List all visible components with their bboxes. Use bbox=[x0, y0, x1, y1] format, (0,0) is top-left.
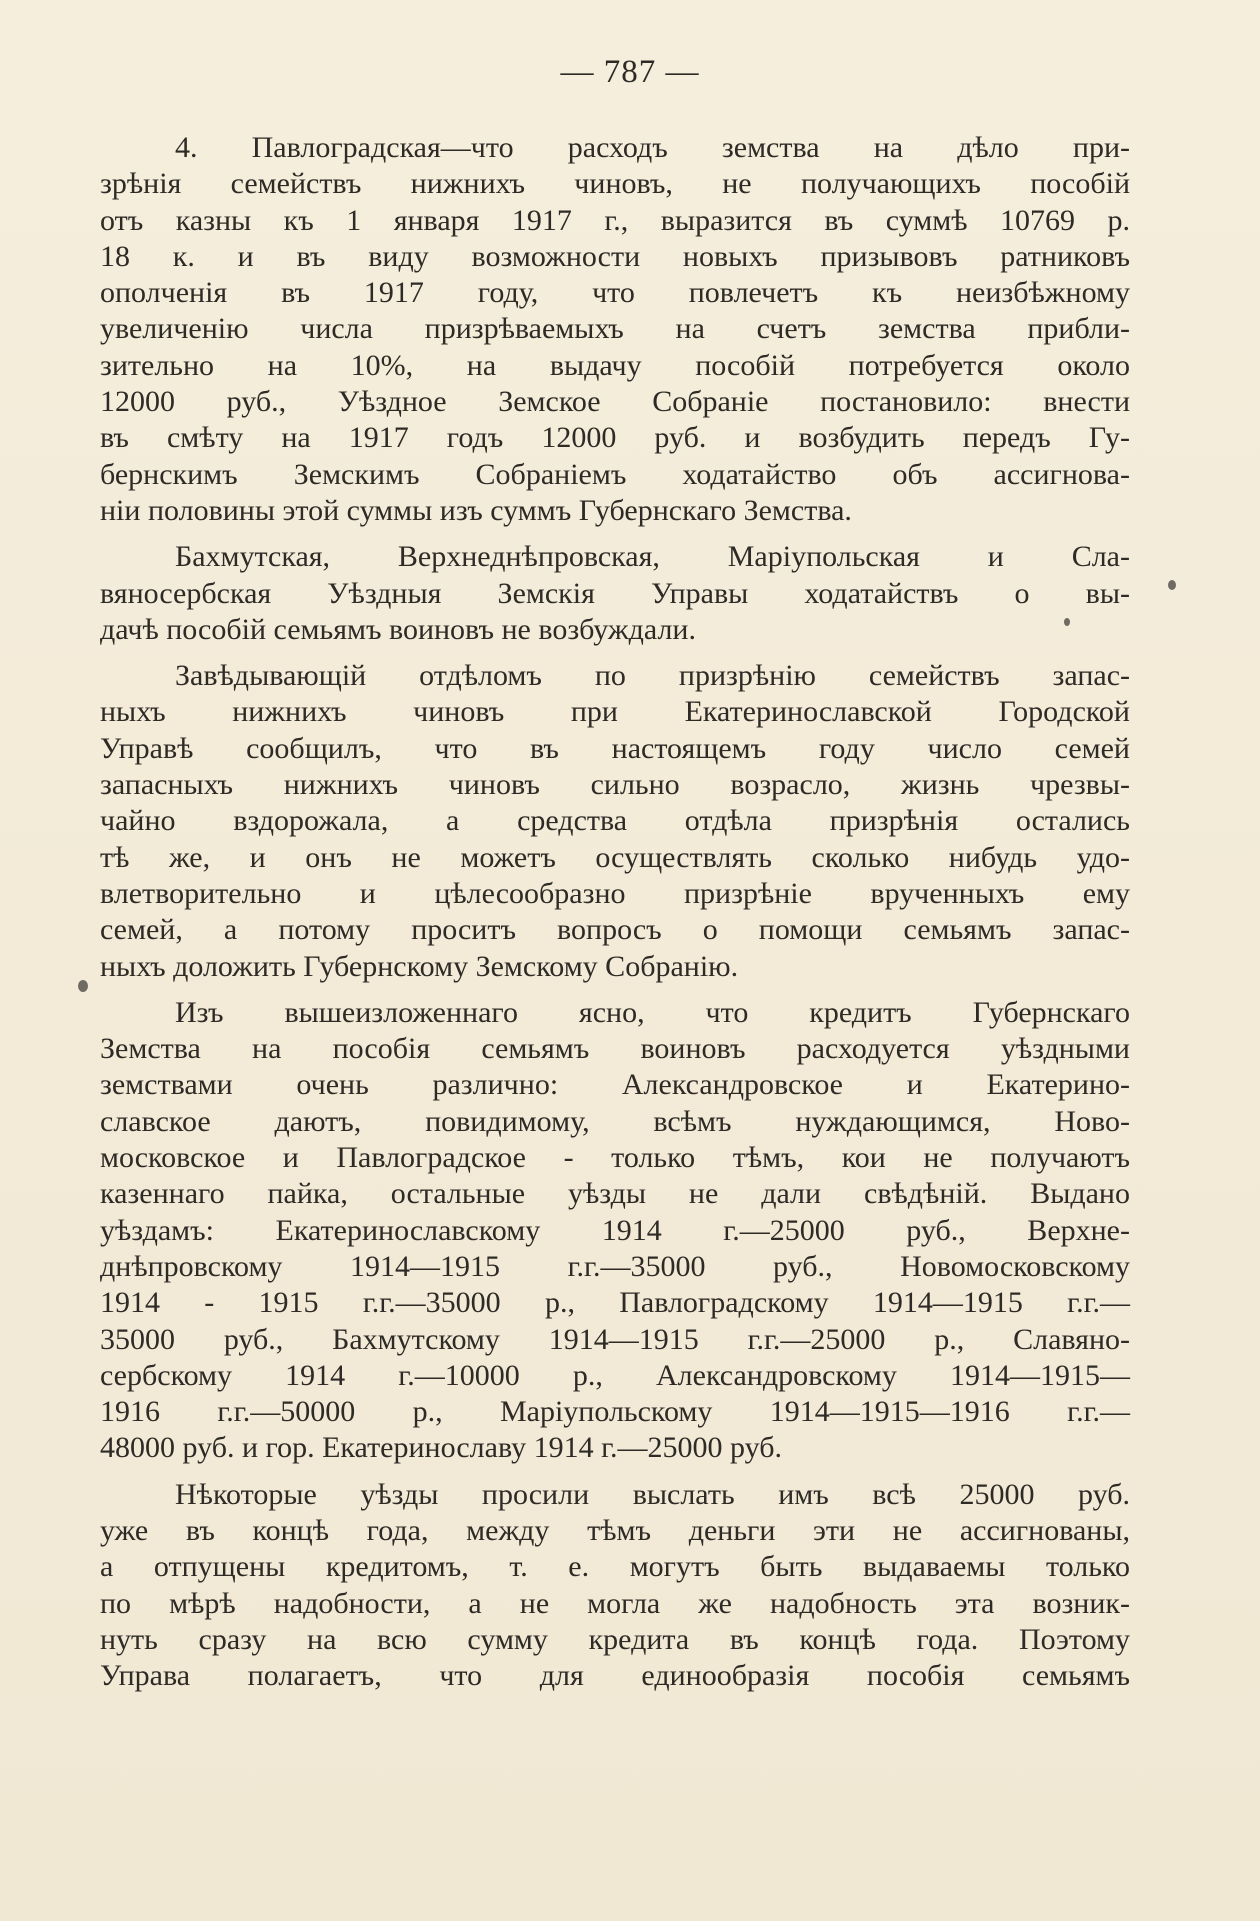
paragraph-uezdy-request bbox=[100, 1477, 1130, 1695]
text-line: чайно вздорожала, а средства отдѣла призрѣнія остались bbox=[100, 804, 1130, 838]
paragraph-other-uprava bbox=[100, 539, 1130, 648]
ink-smudge bbox=[1168, 580, 1176, 590]
text-line: ныхъ нижнихъ чиновъ при Екатеринославской Городской bbox=[100, 695, 1130, 729]
text-line: дачѣ пособій семьямъ воиновъ не возбуждали. bbox=[100, 612, 696, 646]
text-line: 1914 - 1915 г.г.—35000 р., Павлоградскому 1914—1915 г.г.— bbox=[100, 1286, 1130, 1320]
text-line: 18 к. и въ виду возможности новыхъ призывовъ ратниковъ bbox=[100, 239, 1130, 273]
text-line: 35000 руб., Бахмутскому 1914—1915 г.г.—25000 р., Славяно- bbox=[100, 1322, 1130, 1356]
text-line: уѣздамъ: Екатеринославскому 1914 г.—25000 руб., Верхне- bbox=[100, 1213, 1130, 1247]
text-line: Управѣ сообщилъ, что въ настоящемъ году число семей bbox=[100, 731, 1130, 765]
text-line: семей, а потому проситъ вопросъ о помощи семьямъ запас- bbox=[100, 913, 1130, 947]
text-line: вяносербская Уѣздныя Земскія Управы ходатайствъ о вы- bbox=[100, 576, 1130, 610]
paragraph-credit-summary bbox=[100, 995, 1130, 1467]
text-line: Управа полагаетъ, что для единообразія пособія семьямъ bbox=[100, 1659, 1130, 1693]
text-line: увеличенію числа призрѣваемыхъ на счетъ земства прибли- bbox=[100, 312, 1130, 346]
text-line: Бахмутская, Верхнеднѣпровская, Маріупольская и Сла- bbox=[175, 540, 1130, 574]
text-line: бернскимъ Земскимъ Собраніемъ ходатайство объ ассигнова- bbox=[100, 457, 1130, 491]
text-line: а отпущены кредитомъ, т. е. могутъ быть выдаваемы только bbox=[100, 1550, 1130, 1584]
text-line: сербскому 1914 г.—10000 р., Александровскому 1914—1915— bbox=[100, 1358, 1130, 1392]
text-line: 48000 руб. и гор. Екатеринославу 1914 г.—25000 руб. bbox=[100, 1431, 782, 1465]
text-line: Земства на пособія семьямъ воиновъ расходуется уѣздными bbox=[100, 1032, 1130, 1066]
text-line: зрѣнія семействъ нижнихъ чиновъ, не получающихъ пособій bbox=[100, 167, 1130, 201]
text-line: запасныхъ нижнихъ чиновъ сильно возрасло, жизнь чрезвы- bbox=[100, 768, 1130, 802]
text-line: влетворительно и цѣлесообразно призрѣніе врученныхъ ему bbox=[100, 876, 1130, 910]
text-line: отъ казны къ 1 января 1917 г., выразится въ суммѣ 10769 р. bbox=[100, 203, 1130, 237]
ink-smudge bbox=[78, 980, 88, 992]
paragraph-pavlograd bbox=[100, 130, 1130, 529]
text-line: днѣпровскому 1914—1915 г.г.—35000 руб., Новомосковскому bbox=[100, 1249, 1130, 1283]
text-line: Изъ вышеизложеннаго ясно, что кредитъ Губернскаго bbox=[175, 995, 1130, 1029]
text-line: зительно на 10%, на выдачу пособій потребуется около bbox=[100, 348, 1130, 382]
text-line: славское даютъ, повидимому, всѣмъ нуждающимся, Ново- bbox=[100, 1104, 1130, 1138]
text-line: тѣ же, и онъ не можетъ осуществлять сколько нибудь удо- bbox=[100, 840, 1130, 874]
text-line: 4. Павлоградская—что расходъ земства на дѣло при- bbox=[175, 131, 1130, 164]
text-line: въ смѣту на 1917 годъ 12000 руб. и возбудить передъ Гу- bbox=[100, 421, 1130, 455]
text-line: 12000 руб., Уѣздное Земское Собраніе постановило: внести bbox=[100, 385, 1130, 419]
text-line: нуть сразу на всю сумму кредита въ концѣ года. Поэтому bbox=[100, 1622, 1130, 1656]
body-text bbox=[100, 130, 1130, 1704]
text-line: казеннаго пайка, остальные уѣзды не дали свѣдѣній. Выдано bbox=[100, 1177, 1130, 1211]
text-line: ніи половины этой суммы изъ суммъ Губернскаго Земства. bbox=[100, 493, 852, 527]
text-line: 1916 г.г.—50000 р., Маріупольскому 1914—1915—1916 г.г.— bbox=[100, 1395, 1130, 1429]
text-line: ополченія въ 1917 году, что повлечетъ къ неизбѣжному bbox=[100, 276, 1130, 310]
paragraph-city-department bbox=[100, 658, 1130, 985]
text-line: московское и Павлоградское - только тѣмъ, кои не получаютъ bbox=[100, 1141, 1130, 1175]
text-line: Завѣдывающій отдѣломъ по призрѣнію семействъ запас- bbox=[175, 659, 1130, 693]
page-number: — 787 — bbox=[560, 54, 700, 90]
text-line: ныхъ доложить Губернскому Земскому Собранію. bbox=[100, 949, 739, 983]
ink-smudge bbox=[1064, 618, 1070, 626]
text-line: уже въ концѣ года, между тѣмъ деньги эти не ассигнованы, bbox=[100, 1513, 1130, 1547]
text-line: Нѣкоторые уѣзды просили выслать имъ всѣ 25000 руб. bbox=[175, 1477, 1130, 1511]
text-line: по мѣрѣ надобности, а не могла же надобность эта возник- bbox=[100, 1586, 1130, 1620]
text-line: земствами очень различно: Александровское и Екатерино- bbox=[100, 1068, 1130, 1102]
